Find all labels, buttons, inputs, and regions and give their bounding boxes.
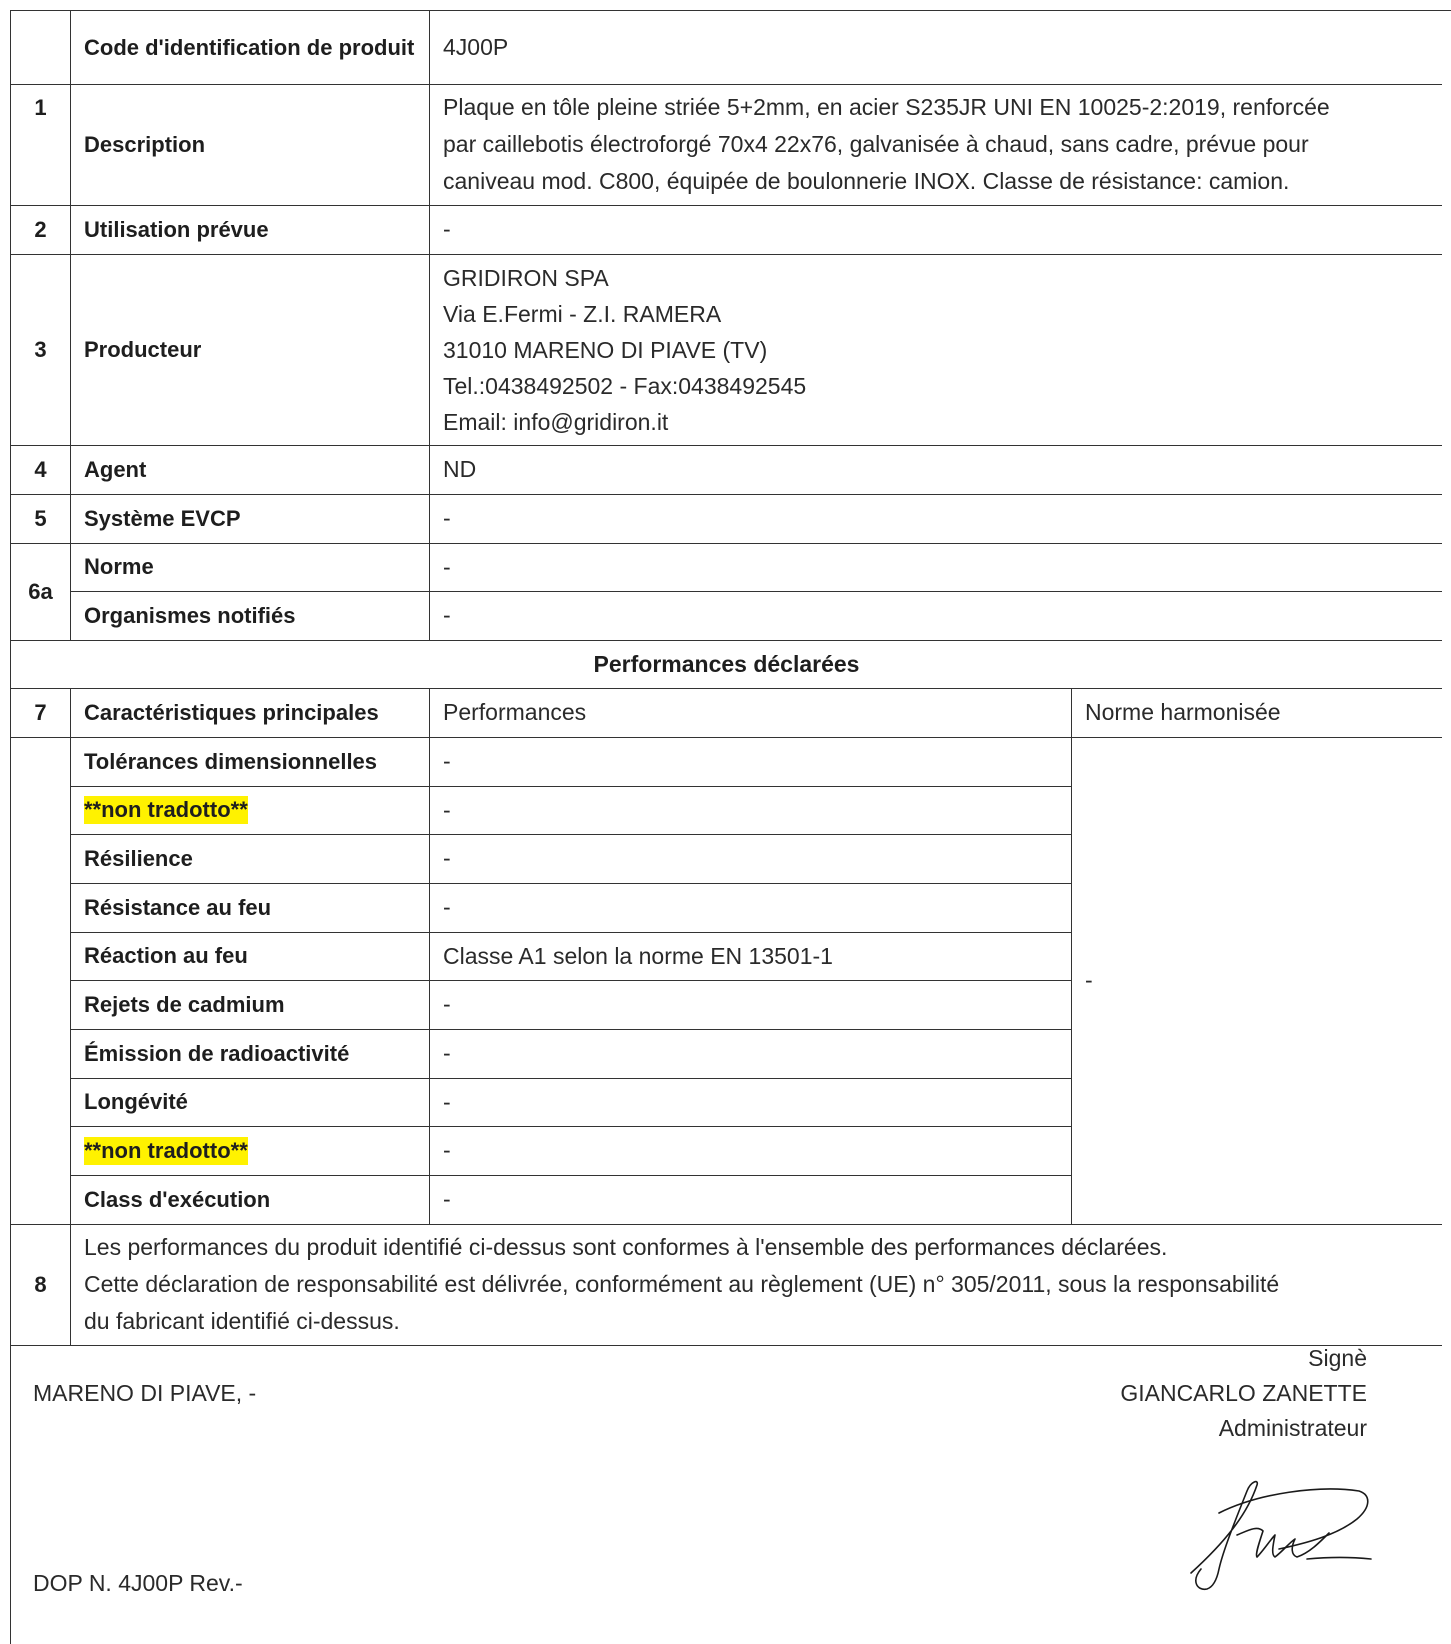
perf-row-value: - xyxy=(443,1137,451,1163)
producer-city: 31010 MARENO DI PIAVE (TV) xyxy=(443,336,768,363)
description-line: par caillebotis électroforgé 70x4 22x76, galvanisée à chaud, sans cadre, prévue pour xyxy=(443,131,1309,157)
signatory-name: GIANCARLO ZANETTE xyxy=(1120,1380,1367,1406)
perf-row-value: - xyxy=(443,845,451,871)
section-number-1: 1 xyxy=(34,95,47,120)
performances-header: Performances xyxy=(443,699,587,725)
harmonized-norm-header: Norme harmonisée xyxy=(1085,699,1281,725)
declaration-line: Cette déclaration de responsabilité est délivrée, conformément au règlement (UE) n° 305/2011, sous la responsabilité xyxy=(84,1271,1280,1297)
perf-row-label: Rejets de cadmium xyxy=(84,991,285,1017)
producer-value xyxy=(429,254,1442,445)
section-number-2: 2 xyxy=(34,216,47,242)
perf-row-label: Class d'exécution xyxy=(84,1186,271,1212)
perf-row-value: - xyxy=(443,894,451,920)
evcp-label: Système EVCP xyxy=(84,505,241,531)
dop-number: DOP N. 4J00P Rev.- xyxy=(33,1570,243,1596)
perf-row-label: Réaction au feu xyxy=(84,943,248,968)
perf-row-label: Résilience xyxy=(84,845,193,871)
signatory-role: Administrateur xyxy=(1218,1415,1367,1441)
perf-row-value: - xyxy=(443,1040,451,1066)
agent-label: Agent xyxy=(84,456,147,482)
perf-row-label: Résistance au feu xyxy=(84,894,272,920)
norm-value: - xyxy=(443,553,451,580)
section-number-8: 8 xyxy=(34,1271,47,1297)
perf-row-value: - xyxy=(443,796,451,823)
producer-email: Email: info@gridiron.it xyxy=(443,408,669,435)
perf-row-label: Émission de radioactivité xyxy=(84,1040,350,1066)
intended-use-value: - xyxy=(443,216,451,242)
signed-label: Signè xyxy=(1308,1345,1367,1371)
declaration-of-performance xyxy=(10,10,1451,1644)
place-and-date: MARENO DI PIAVE, - xyxy=(33,1380,257,1406)
notified-bodies-value: - xyxy=(443,602,451,628)
norm-label: Norme xyxy=(84,554,154,579)
section-number-6a: 6a xyxy=(28,578,53,604)
producer-street: Via E.Fermi - Z.I. RAMERA xyxy=(443,300,722,327)
performances-title: Performances déclarées xyxy=(593,650,860,677)
perf-row-label: Longévité xyxy=(84,1089,188,1114)
perf-row-value: - xyxy=(443,748,451,774)
description-label: Description xyxy=(84,131,206,157)
intended-use-label: Utilisation prévue xyxy=(84,216,269,242)
producer-phone: Tel.:0438492502 - Fax:0438492545 xyxy=(443,372,807,399)
declaration-text xyxy=(70,1224,1442,1345)
section-number-4: 4 xyxy=(34,456,47,482)
producer-label: Producteur xyxy=(84,336,202,362)
description-value xyxy=(429,84,1442,205)
signature-image xyxy=(1179,1473,1379,1593)
perf-row-value: - xyxy=(443,991,451,1017)
harmonized-norm-value: - xyxy=(1085,967,1093,993)
description-line: caniveau mod. C800, équipée de boulonnerie INOX. Classe de résistance: camion. xyxy=(443,168,1290,194)
perf-row-value: Classe A1 selon la norme EN 13501-1 xyxy=(443,942,833,969)
perf-row-value: - xyxy=(443,1186,451,1212)
product-code-value: 4J00P xyxy=(443,34,509,60)
row-divider xyxy=(11,1345,1442,1346)
agent-value: ND xyxy=(443,456,477,482)
perf-row-value: - xyxy=(443,1088,451,1115)
characteristics-header: Caractéristiques principales xyxy=(84,699,379,725)
untranslated-highlight: **non tradotto** xyxy=(84,1137,248,1163)
perf-row-label xyxy=(70,786,429,834)
declaration-line: Les performances du produit identifié ci-dessus sont conformes à l'ensemble des performances déclarées. xyxy=(84,1234,1168,1260)
section-number-7: 7 xyxy=(34,699,47,725)
evcp-value: - xyxy=(443,505,451,531)
description-line: Plaque en tôle pleine striée 5+2mm, en acier S235JR UNI EN 10025-2:2019, renforcée xyxy=(443,94,1330,120)
notified-bodies-label: Organismes notifiés xyxy=(84,602,296,628)
untranslated-highlight: **non tradotto** xyxy=(84,797,248,822)
perf-row-label: Tolérances dimensionnelles xyxy=(84,748,378,774)
section-number-3: 3 xyxy=(34,336,47,362)
product-code-label: Code d'identification de produit xyxy=(84,34,415,60)
producer-name: GRIDIRON SPA xyxy=(443,264,609,291)
perf-row-label xyxy=(70,1126,429,1175)
declaration-line: du fabricant identifié ci-dessus. xyxy=(84,1308,400,1334)
section-number-5: 5 xyxy=(34,505,47,531)
